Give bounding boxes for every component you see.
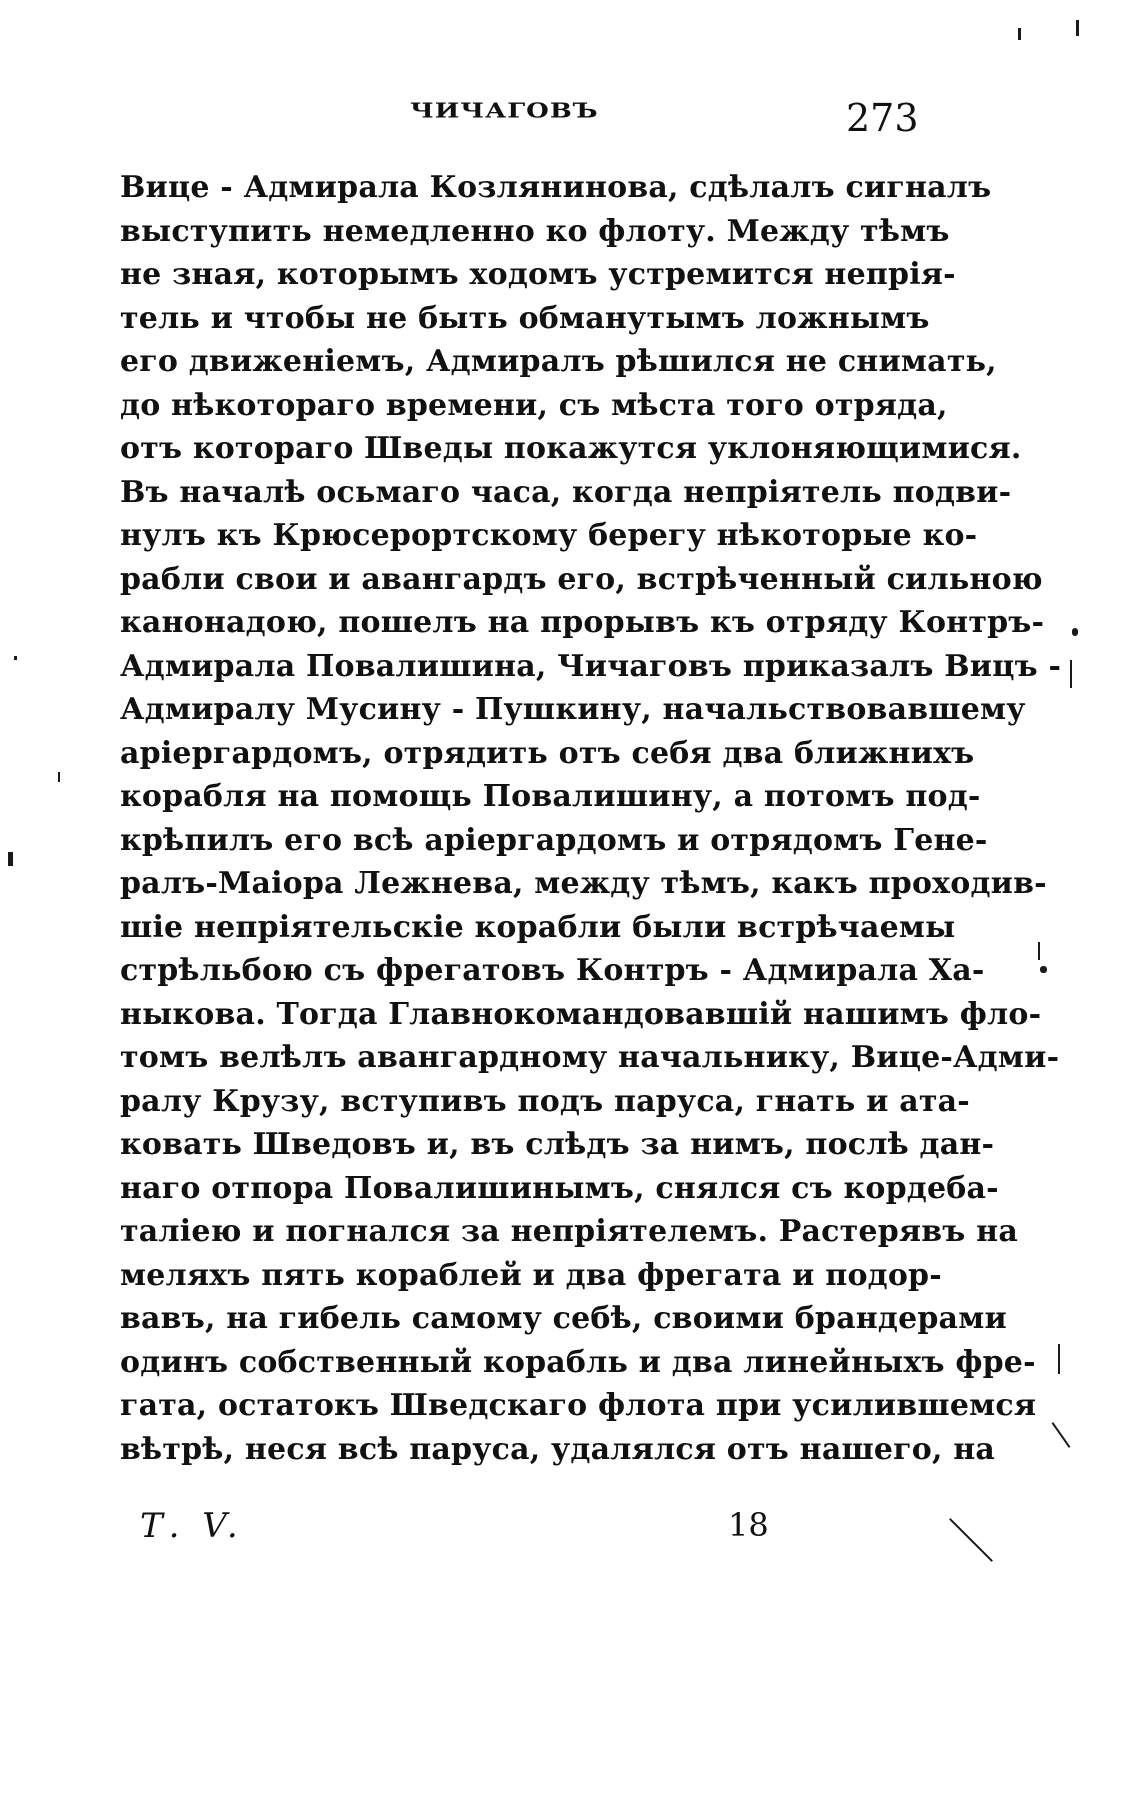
text-line: нулъ къ Крюсерортскому берегу нѣкоторые ко- <box>120 518 978 553</box>
text-line: не зная, которымъ ходомъ устремится непрiя- <box>120 257 956 292</box>
scan-speck <box>949 1518 993 1562</box>
text-line: корабля на помощь Повалишину, а потомъ под- <box>120 779 981 814</box>
text-line: ковать Шведовъ и, въ слѣдъ за нимъ, послѣ дан- <box>120 1127 995 1162</box>
page-number: 273 <box>846 96 919 140</box>
text-line: Адмиралу Мусину - Пушкину, начальствовавшему <box>120 692 1026 727</box>
running-head: ЧИЧАГОВЪ <box>410 99 599 123</box>
scan-speck <box>1058 1344 1060 1374</box>
text-line: ралъ-Маiора Лежнева, между тѣмъ, какъ проходив- <box>120 866 1047 901</box>
text-line: стрѣльбою съ фрегатовъ Контръ - Адмирала Ха- <box>120 953 985 988</box>
scan-speck <box>14 656 17 660</box>
text-line: вавъ, на гибель самому себѣ, своими брандерами <box>120 1301 1007 1336</box>
scan-speck <box>1040 966 1047 973</box>
scan-speck <box>1072 628 1078 636</box>
text-line: талiею и погнался за непрiятелемъ. Растерявъ на <box>120 1214 1018 1249</box>
text-line: отъ котораго Шведы покажутся уклоняющимися. <box>120 431 1022 466</box>
text-line: арiергардомъ, отрядить отъ себя два ближнихъ <box>120 735 975 771</box>
text-line: ныкова. Тогда Главнокомандовавшiй нашимъ фло- <box>120 996 1042 1032</box>
sheet-number: 18 <box>728 1506 769 1544</box>
scan-speck <box>58 772 60 782</box>
scan-speck <box>1052 1422 1071 1448</box>
text-line: гата, остатокъ Шведскаго флота при усилившемся <box>120 1388 1037 1423</box>
text-line: меляхъ пять кораблей и два фрегата и подор- <box>120 1257 942 1293</box>
text-line: рабли свои и авангардъ его, встрѣченный сильною <box>120 561 1043 597</box>
text-line: Вице - Адмирала Козлянинова, сдѣлалъ сигналъ <box>120 170 992 205</box>
scan-speck <box>8 852 13 866</box>
text-line: канонадою, пошелъ на прорывъ къ отряду Контръ- <box>120 605 1045 640</box>
body-text <box>120 166 1062 1471</box>
text-line: ралу Крузу, вступивъ подъ паруса, гнать и ата- <box>120 1083 970 1119</box>
text-line: до нѣкотораго времени, съ мѣста того отряда, <box>120 387 948 423</box>
text-line: шiе непрiятельскiе корабли были встрѣчаемы <box>120 909 956 945</box>
scan-speck <box>1076 20 1079 36</box>
text-line: Въ началѣ осьмаго часа, когда непрiятель подви- <box>120 474 1012 510</box>
scan-speck <box>1070 660 1072 688</box>
text-line: его движенiемъ, Адмиралъ рѣшился не снимать, <box>120 344 997 379</box>
text-line: наго отпора Повалишинымъ, снялся съ кордеба- <box>120 1170 999 1206</box>
text-line: выступить немедленно ко флоту. Между тѣмъ <box>120 213 950 249</box>
scan-speck <box>1018 28 1021 40</box>
text-line: томъ велѣлъ авангардному начальнику, Вице-Адми- <box>120 1040 1060 1075</box>
text-line: тель и чтобы не быть обманутымъ ложнымъ <box>120 300 930 336</box>
text-line: вѣтрѣ, неся всѣ паруса, удалялся отъ нашего, на <box>120 1431 996 1467</box>
signature-mark: Т. V. <box>140 1506 244 1546</box>
scan-speck <box>1038 942 1040 960</box>
text-line: крѣпилъ его всѣ арiергардомъ и отрядомъ Гене- <box>120 822 988 858</box>
text-line: Адмирала Повалишина, Чичаговъ приказалъ Вицъ - <box>120 648 1062 684</box>
text-line: одинъ собственный корабль и два линейныхъ фре- <box>120 1344 1036 1380</box>
